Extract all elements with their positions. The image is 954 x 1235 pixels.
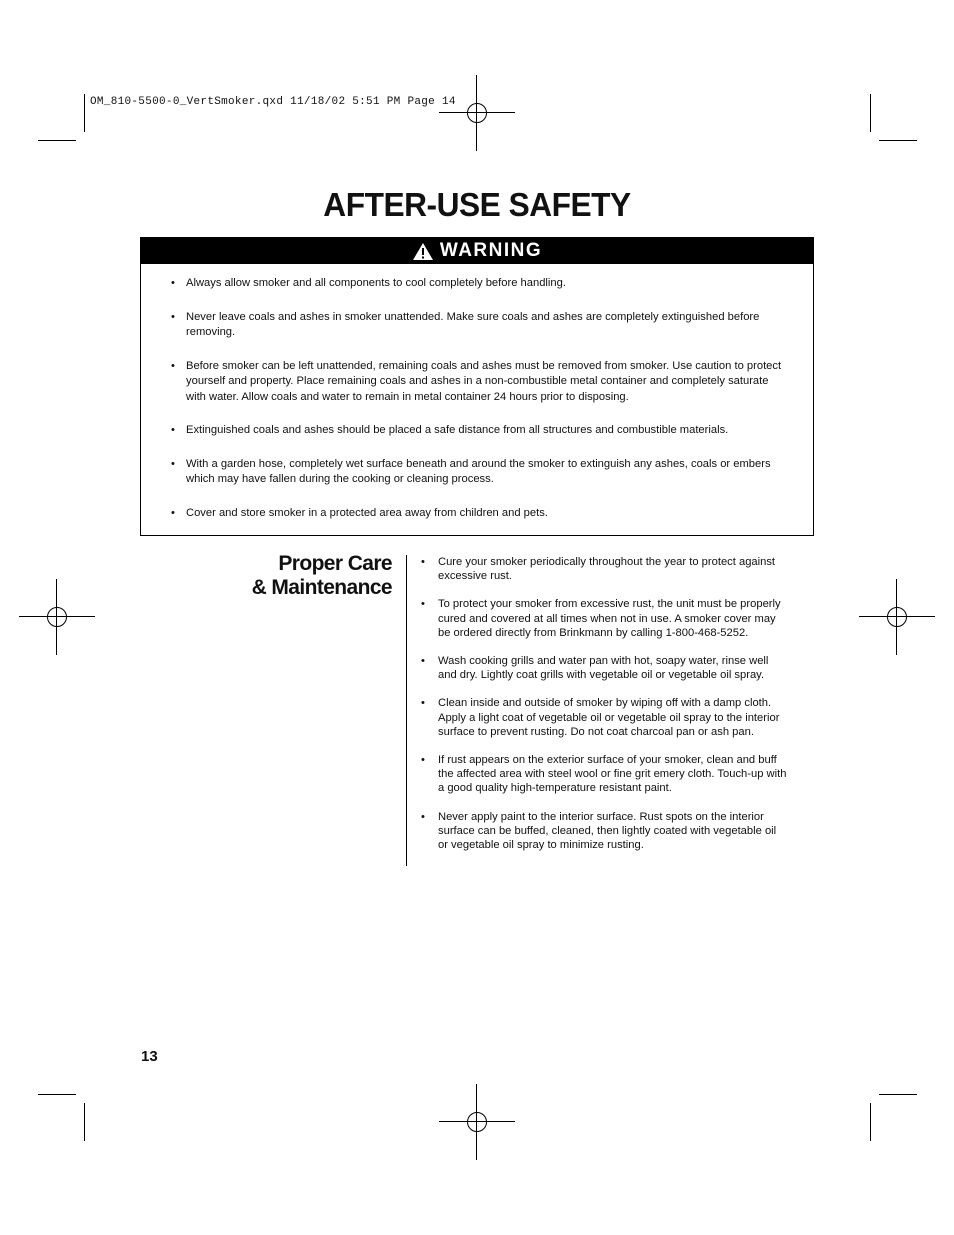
list-item <box>421 597 789 640</box>
bullet: • <box>421 655 425 668</box>
list-item <box>171 359 787 406</box>
warning-header <box>141 238 813 264</box>
section-title <box>192 552 392 600</box>
list-item <box>171 423 787 439</box>
bullet: • <box>171 277 175 289</box>
registration-mark-icon <box>439 75 515 151</box>
printer-slug: OM_810-5500-0_VertSmoker.qxd 11/18/02 5:51 PM Page 14 <box>90 96 456 108</box>
list-item <box>421 654 789 682</box>
list-item-text: Never leave coals and ashes in smoker unattended. Make sure coals and ashes are completely extinguished before removing. <box>186 310 760 338</box>
list-item-text: With a garden hose, completely wet surface beneath and around the smoker to extinguish any ashes, coals or embers which may have fallen during the cooking or cleaning process. <box>186 457 771 485</box>
crop-mark <box>870 1103 871 1141</box>
list-item-text: To protect your smoker from excessive rust, the unit must be properly cured and covered at all times when not in use. A smoker cover may be ordered directly from Brinkmann by calling 1-800-468-5252. <box>438 598 781 639</box>
list-item <box>421 696 789 739</box>
page-number: 13 <box>141 1048 158 1065</box>
crop-mark <box>38 1094 76 1095</box>
crop-mark <box>870 94 871 132</box>
divider <box>406 555 407 866</box>
warning-list <box>171 276 787 539</box>
crop-mark <box>84 1103 85 1141</box>
warning-triangle-icon <box>412 242 434 261</box>
bullet: • <box>171 506 175 519</box>
list-item <box>171 310 787 341</box>
registration-mark-icon <box>859 579 935 655</box>
bullet: • <box>171 457 175 470</box>
warning-label: WARNING <box>439 240 543 261</box>
list-item <box>421 753 789 796</box>
page-title: AFTER-USE SAFETY <box>323 186 631 223</box>
bullet: • <box>421 697 425 710</box>
crop-mark <box>879 140 917 141</box>
list-item-text: Cure your smoker periodically throughout the year to protect against excessive rust. <box>438 556 776 583</box>
section-title-line: Proper Care <box>278 552 392 575</box>
list-item <box>171 276 787 292</box>
list-item-text: If rust appears on the exterior surface of your smoker, clean and buff the affected area with steel wool or fine grit emery cloth. Touch-up with a good quality high-temperature resistant paint. <box>438 754 787 795</box>
list-item-text: Extinguished coals and ashes should be placed a safe distance from all structures and combustible materials. <box>186 424 729 436</box>
warning-box <box>140 237 814 536</box>
registration-mark-icon <box>439 1084 515 1160</box>
list-item-text: Never apply paint to the interior surface. Rust spots on the interior surface can be buffed, cleaned, then lightly coated with vegetable oil or vegetable oil spray to minimize rusting. <box>438 810 777 852</box>
crop-mark <box>879 1094 917 1095</box>
list-item <box>171 506 787 522</box>
section-title-line: & Maintenance <box>251 576 392 599</box>
crop-mark <box>84 94 85 132</box>
list-item-text: Always allow smoker and all components to cool completely before handling. <box>186 277 566 289</box>
bullet: • <box>421 556 425 568</box>
care-list <box>421 555 789 866</box>
bullet: • <box>171 310 175 323</box>
registration-mark-icon <box>19 579 95 655</box>
list-item <box>421 555 789 583</box>
bullet: • <box>421 598 425 611</box>
list-item-text: Clean inside and outside of smoker by wiping off with a damp cloth. Apply a light coat of vegetable oil or vegetable oil spray to the interior surface to prevent rusting. Do not coat charcoal pan or ash pan. <box>438 697 780 738</box>
list-item <box>421 810 789 853</box>
bullet: • <box>171 359 175 372</box>
list-item-text: Cover and store smoker in a protected area away from children and pets. <box>186 506 548 519</box>
list-item <box>171 457 787 488</box>
list-item-text: Wash cooking grills and water pan with hot, soapy water, rinse well and dry. Lightly coat grills with vegetable oil or vegetable oil spray. <box>438 655 769 682</box>
bullet: • <box>421 754 425 767</box>
bullet: • <box>171 424 175 436</box>
bullet: • <box>421 810 425 823</box>
crop-mark <box>38 140 76 141</box>
list-item-text: Before smoker can be left unattended, remaining coals and ashes must be removed from smoker. Use caution to protect yourself and property. Place remaining coals and ashes in a non-combustible metal container and completely saturate with water. Allow coals and water to remain in metal container 24 hours prior to disposing. <box>186 359 782 403</box>
